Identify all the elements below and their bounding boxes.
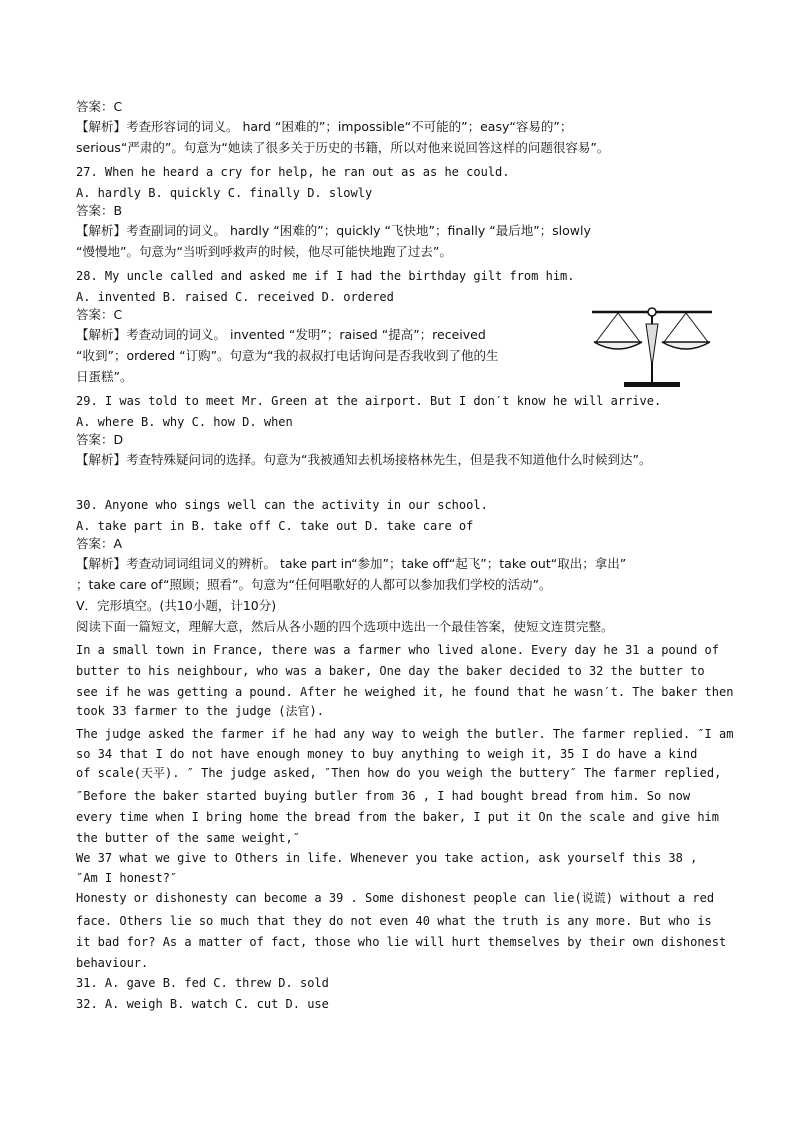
text-line: face. Others lie so much that they do not even 40 what the truth is any more. But who is <box>76 914 712 928</box>
text-line: see if he was getting a pound. After he weighed it, he found that he wasn′t. The baker then <box>76 685 734 699</box>
text-line: 答案：B <box>76 203 123 218</box>
text-line: A. invented B. raised C. received D. ordered <box>76 290 394 304</box>
text-line: Honesty or dishonesty can become a 39 . Some dishonest people can lie(说谎) without a red <box>76 891 715 905</box>
text-line: 28. My uncle called and asked me if I had the birthday gilt from him. <box>76 269 575 283</box>
text-line: 【解析】考查副词的词义。 hardly “困难的”；quickly “飞快地”；finally “最后地”；slowly <box>76 223 591 238</box>
text-line: We 37 what we give to Others in life. Whenever you take action, ask yourself this 38 , <box>76 851 698 865</box>
text-line: 32. A. weigh B. watch C. cut D. use <box>76 997 329 1011</box>
text-line: 阅读下面一篇短文，理解大意，然后从各小题的四个选项中选出一个最佳答案，使短文连贯完整。 <box>76 619 614 634</box>
text-line: 【解析】考查特殊疑问词的选择。句意为“我被通知去机场接格林先生，但是我不知道他什么时候到达”。 <box>76 452 652 467</box>
text-line: 30. Anyone who sings well can the activity in our school. <box>76 498 488 512</box>
text-line: 【解析】考查动词词组词义的辨析。 take part in“参加”；take off“起飞”；take out“取出；拿出” <box>76 556 627 571</box>
text-line: “收到”；ordered “订购”。句意为“我的叔叔打电话询问是否我收到了他的生 <box>76 348 499 363</box>
text-line: so 34 that I do not have enough money to buy anything to weigh it, 35 I do have a kind <box>76 747 698 761</box>
balance-scale-icon <box>588 304 716 388</box>
text-line: every time when I bring home the bread from the baker, I put it On the scale and give him <box>76 810 719 824</box>
text-line: In a small town in France, there was a farmer who lived alone. Every day he 31 a pound of <box>76 643 719 657</box>
text-line: 日蛋糕”。 <box>76 369 133 384</box>
text-line: V．完形填空。(共10小题，计10分) <box>76 598 277 613</box>
text-line: 答案：C <box>76 99 123 114</box>
text-line: 答案：D <box>76 432 124 447</box>
text-line: butter to his neighbour, who was a baker, One day the baker decided to 32 the butter to <box>76 664 705 678</box>
text-line: 【解析】考查动词的词义。 invented “发明”；raised “提高”；received <box>76 327 486 342</box>
text-line: 27. When he heard a cry for help, he ran out as as he could. <box>76 165 510 179</box>
text-line: The judge asked the farmer if he had any way to weigh the butler. The farmer replied. ″I am <box>76 727 734 741</box>
text-line: the butter of the same weight,″ <box>76 831 300 845</box>
text-line: took 33 farmer to the judge (法官). <box>76 704 324 718</box>
text-line: A. hardly B. quickly C. finally D. slowly <box>76 186 373 200</box>
text-line: serious“严肃的”。句意为“她读了很多关于历史的书籍，所以对他来说回答这样的问题很容易”。 <box>76 140 610 155</box>
text-line: of scale(天平). ″ The judge asked, ″Then how do you weigh the buttery″ The farmer replied, <box>76 766 722 780</box>
text-line: A. where B. why C. how D. when <box>76 415 293 429</box>
text-line: ；take care of“照顾；照看”。句意为“任何唱歌好的人都可以参加我们学校的活动”。 <box>76 577 552 592</box>
text-line: A. take part in B. take off C. take out D. take care of <box>76 519 474 533</box>
text-line: 答案：A <box>76 536 123 551</box>
text-line: 【解析】考查形容词的词义。 hard “困难的”；impossible“不可能的”；easy“容易的”； <box>76 119 573 134</box>
text-line: “慢慢地”。句意为“当听到呼救声的时候，他尽可能快地跑了过去”。 <box>76 244 452 259</box>
text-line: 31. A. gave B. fed C. threw D. sold <box>76 976 329 990</box>
text-line: 29. I was told to meet Mr. Green at the airport. But I don′t know he will arrive. <box>76 394 662 408</box>
text-line: ″Before the baker started buying butler from 36 , I had bought bread from him. So now <box>76 789 691 803</box>
text-line: 答案：C <box>76 307 123 322</box>
text-line: ″Am I honest?″ <box>76 871 178 885</box>
text-line: behaviour. <box>76 956 149 970</box>
text-line: it bad for? As a matter of fact, those who lie will hurt themselves by their own dishonest <box>76 935 727 949</box>
